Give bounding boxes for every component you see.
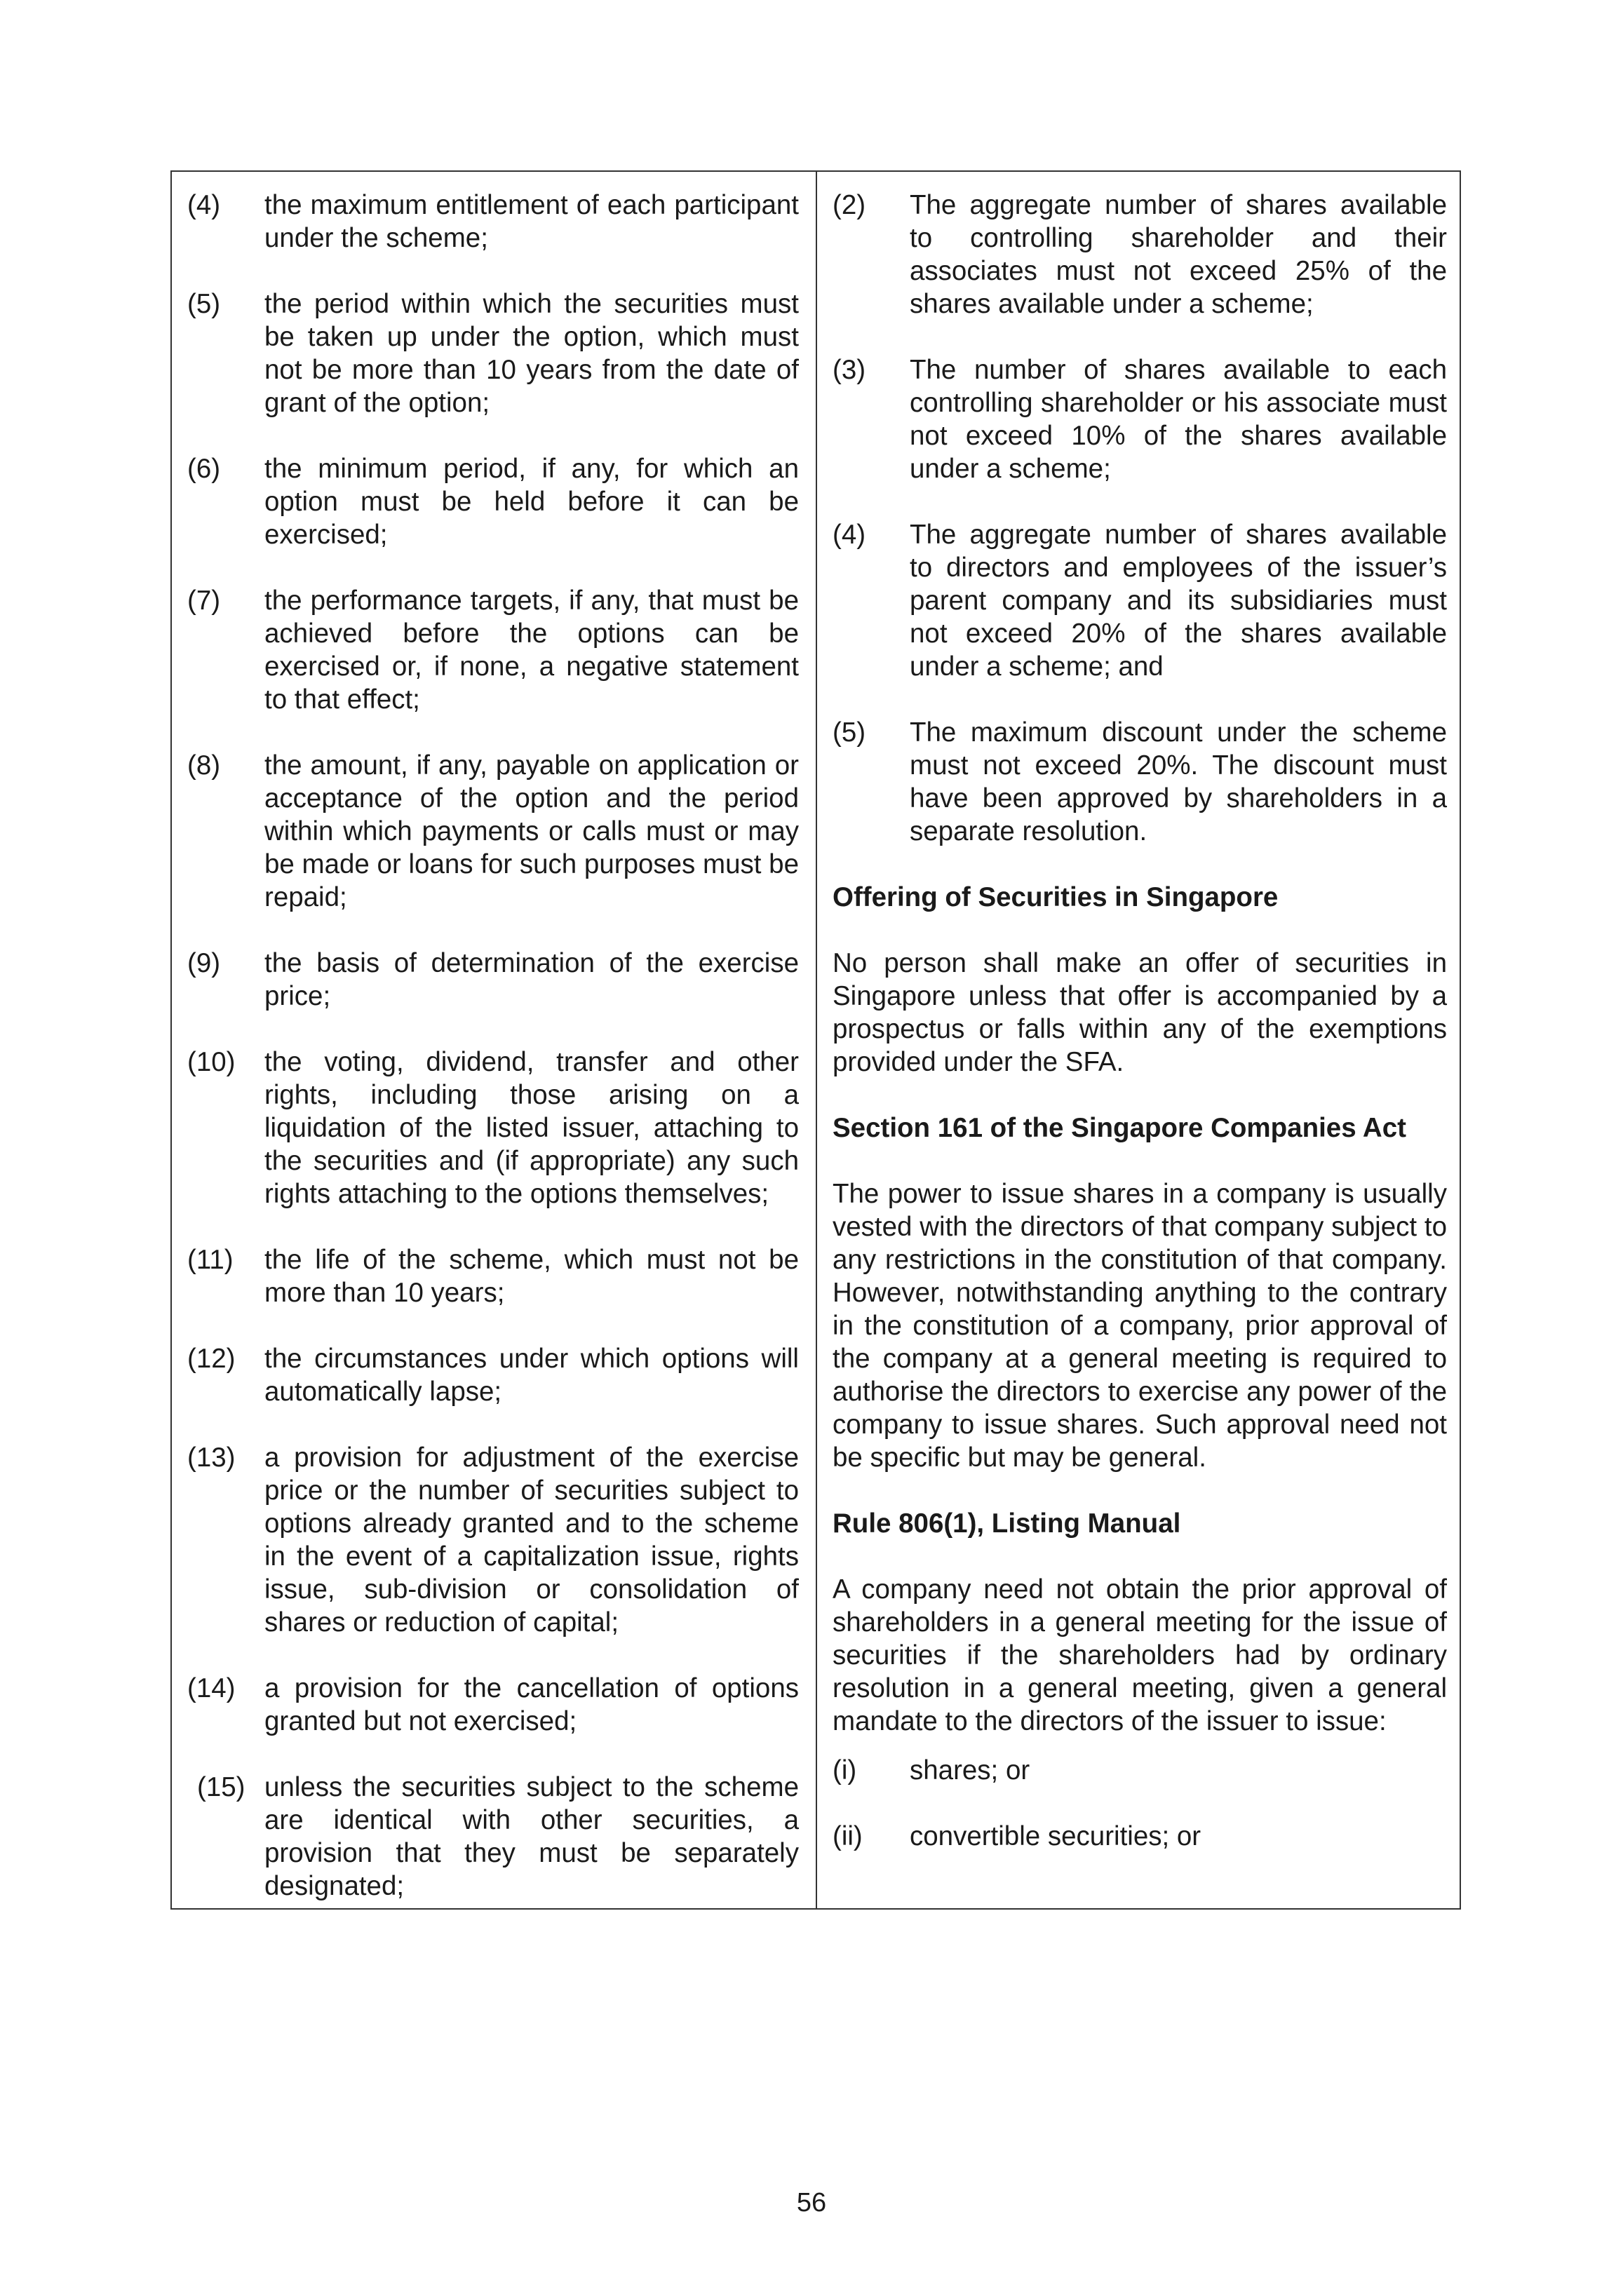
item-text: The aggregate number of shares available to controlling shareholder and their associates must not exceed 25% of the shares available under a scheme; <box>910 190 1447 319</box>
item-number: (6) <box>187 454 221 484</box>
right-column <box>833 189 1447 1853</box>
item-number: (12) <box>187 1344 236 1374</box>
section-heading-rule806: Rule 806(1), Listing Manual <box>833 1508 1181 1539</box>
list-item <box>833 716 1447 848</box>
item-number: (9) <box>187 948 221 978</box>
list-item <box>187 947 799 1013</box>
list-item <box>833 189 1447 320</box>
item-number: (15) <box>197 1772 245 1802</box>
item-text: the voting, dividend, transfer and other rights, including those arising on a liquidation of the listed issuer, attaching to the securities and (if appropriate) any such rights attaching to the options themselves; <box>264 1047 799 1209</box>
item-text: the maximum entitlement of each participant under the scheme; <box>264 190 799 253</box>
item-number: (14) <box>187 1673 236 1703</box>
item-text: The number of shares available to each controlling shareholder or his associate must not exceed 10% of the shares available under a scheme; <box>910 355 1447 484</box>
item-number: (13) <box>187 1443 236 1473</box>
item-text: the amount, if any, payable on application or acceptance of the option and the period within which payments or calls must or may be made or loans for such purposes must be repaid; <box>264 750 799 912</box>
left-column <box>187 189 799 1936</box>
list-item <box>187 288 799 419</box>
two-column-table <box>170 170 1461 1910</box>
list-item <box>833 518 1447 683</box>
list-item <box>833 353 1447 485</box>
item-text: the basis of determination of the exercise price; <box>264 948 799 1011</box>
item-number: (10) <box>187 1047 236 1077</box>
item-text: a provision for the cancellation of options granted but not exercised; <box>264 1673 799 1736</box>
item-number: (ii) <box>833 1821 863 1851</box>
section-heading-offering: Offering of Securities in Singapore <box>833 882 1279 912</box>
item-text: The aggregate number of shares available to directors and employees of the issuer’s parent company and its subsidiaries must not exceed 20% of the shares available under a scheme; and <box>910 520 1447 682</box>
list-item <box>187 189 799 255</box>
list-item <box>187 1441 799 1639</box>
list-item <box>187 1046 799 1210</box>
item-number: (5) <box>833 717 866 748</box>
list-item <box>187 584 799 716</box>
paragraph-rule806: A company need not obtain the prior approval of shareholders in a general meeting for the issue of securities if the shareholders had by ordinary resolution in a general meeting, given a general mandate to the directors of the issuer to issue: <box>833 1574 1447 1736</box>
item-number: (5) <box>187 289 221 319</box>
list-item <box>187 1342 799 1408</box>
item-number: (8) <box>187 750 221 781</box>
item-text: The maximum discount under the scheme must not exceed 20%. The discount must have been approved by shareholders in a separate resolution. <box>910 717 1447 846</box>
list-item <box>187 749 799 914</box>
sub-list-item <box>833 1754 1447 1787</box>
item-number: (11) <box>187 1245 234 1275</box>
list-item <box>187 1771 799 1903</box>
item-text: the performance targets, if any, that must be achieved before the options can be exercised or, if none, a negative statement to that effect; <box>264 586 799 715</box>
item-text: the period within which the securities must be taken up under the option, which must not be more than 10 years from the date of grant of the option; <box>264 289 799 418</box>
sub-list-item <box>833 1820 1447 1853</box>
item-number: (4) <box>833 520 866 550</box>
item-text: unless the securities subject to the scheme are identical with other securities, a provision that they must be separately designated; <box>264 1772 799 1901</box>
item-text: a provision for adjustment of the exercise price or the number of securities subject to options already granted and to the scheme in the event of a capitalization issue, rights issue, sub-division or consolidation of shares or reduction of capital; <box>264 1443 799 1637</box>
item-text: the minimum period, if any, for which an option must be held before it can be exercised; <box>264 454 799 550</box>
item-number: (4) <box>187 190 221 220</box>
item-number: (7) <box>187 586 221 616</box>
item-text: the life of the scheme, which must not be more than 10 years; <box>264 1245 799 1308</box>
list-item <box>187 1243 799 1309</box>
paragraph-offering: No person shall make an offer of securities in Singapore unless that offer is accompanied by a prospectus or falls within any of the exemptions provided under the SFA. <box>833 948 1447 1077</box>
item-text: the circumstances under which options will automatically lapse; <box>264 1344 799 1407</box>
item-number: (i) <box>833 1755 857 1785</box>
item-number: (2) <box>833 190 866 220</box>
item-text: shares; or <box>910 1755 1030 1785</box>
list-item <box>187 1672 799 1738</box>
list-item <box>187 452 799 551</box>
section-heading-section161: Section 161 of the Singapore Companies Act <box>833 1113 1406 1143</box>
page-number: 56 <box>796 2188 827 2217</box>
item-number: (3) <box>833 355 866 385</box>
item-text: convertible securities; or <box>910 1821 1201 1851</box>
paragraph-section161: The power to issue shares in a company is usually vested with the directors of that company subject to any restrictions in the constitution of that company. However, notwithstanding anything to the contrary in the constitution of a company, prior approval of the company at a general meeting is required to authorise the directors to exercise any power of the company to issue shares. Such approval need not be specific but may be general. <box>833 1179 1447 1473</box>
column-divider <box>816 172 817 1908</box>
